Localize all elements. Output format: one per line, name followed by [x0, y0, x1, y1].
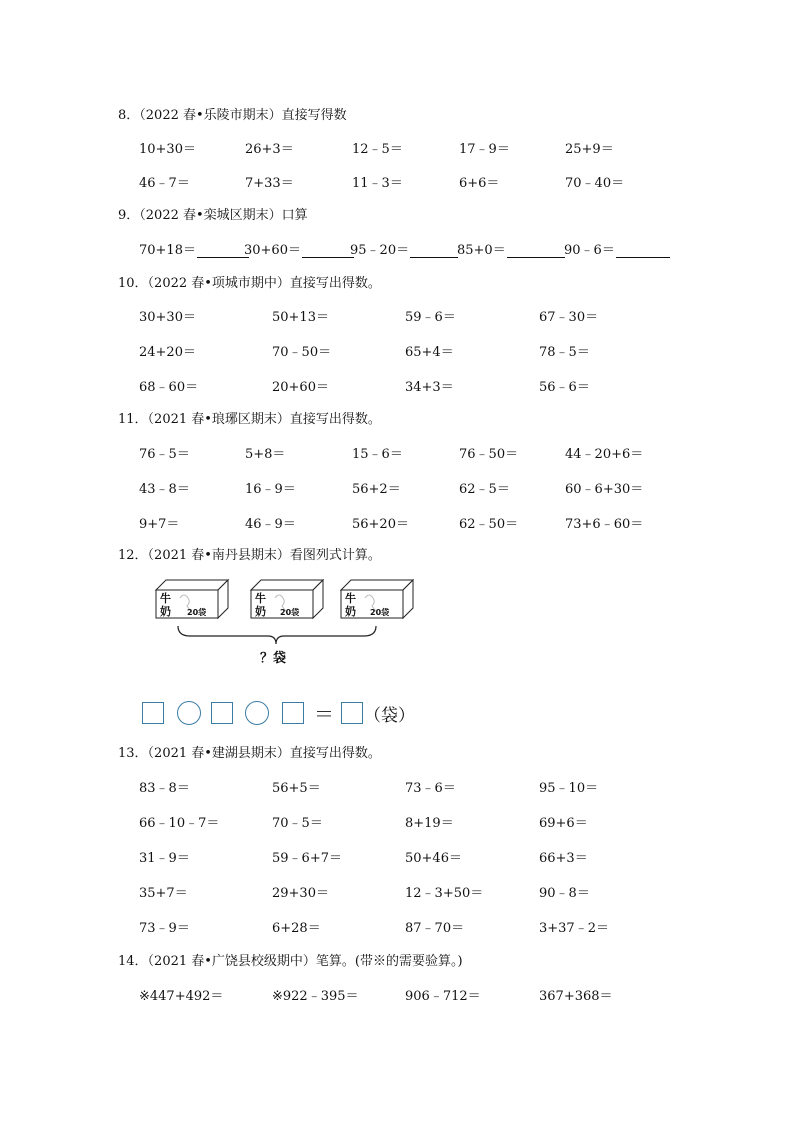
q13-item: 56+5＝ — [272, 781, 321, 796]
q8-item: 46﹣7＝ — [139, 176, 190, 191]
operator-circle[interactable] — [245, 701, 269, 725]
answer-blank[interactable] — [410, 244, 458, 258]
q11-item: 62﹣50＝ — [459, 517, 519, 532]
brace-question-label: ？袋 — [260, 651, 287, 666]
q11-item: 16﹣9＝ — [245, 482, 296, 497]
q9-item — [244, 239, 354, 258]
q14-item: ※447+492＝ — [139, 989, 224, 1004]
q8-item: 26+3＝ — [245, 142, 294, 157]
answer-box[interactable] — [211, 702, 233, 724]
question-11-title: 11．（2021 春•琅琊区期末）直接写出得数。 — [118, 412, 381, 427]
q13-item: 73﹣9＝ — [139, 921, 190, 936]
question-9-title: 9．（2022 春•栾城区期末）口算 — [118, 208, 308, 223]
q13-item: 59﹣6+7＝ — [272, 851, 342, 866]
q13-item: 90﹣8＝ — [539, 886, 590, 901]
q14-item: 906﹣712＝ — [405, 989, 481, 1004]
q11-item: 62﹣5＝ — [459, 482, 510, 497]
q13-item: 70﹣5＝ — [272, 816, 323, 831]
q10-item: 70﹣50＝ — [272, 345, 332, 360]
q13-item: 31﹣9＝ — [139, 851, 190, 866]
q14-row-1 — [0, 985, 793, 1003]
q13-row-3 — [0, 847, 793, 865]
q13-item: 29+30＝ — [272, 886, 329, 901]
q9-expr: 95﹣20＝ — [350, 243, 410, 258]
milk-label-top: 牛 — [160, 592, 171, 605]
answer-box[interactable] — [282, 702, 304, 724]
milk-label-top: 牛 — [345, 592, 356, 605]
q10-item: 30+30＝ — [139, 310, 196, 325]
q11-row-3 — [0, 513, 793, 531]
q13-row-2 — [0, 812, 793, 830]
q13-row-4 — [0, 882, 793, 900]
milk-count: 20袋 — [370, 608, 390, 617]
milk-count: 20袋 — [280, 608, 300, 617]
q11-row-2 — [0, 478, 793, 496]
answer-box[interactable] — [142, 702, 164, 724]
q13-item: 95﹣10＝ — [539, 781, 599, 796]
milk-boxes-illustration — [150, 570, 430, 670]
q11-item: 73+6﹣60＝ — [565, 517, 644, 532]
q10-item: 34+3＝ — [405, 380, 454, 395]
q9-item — [350, 239, 458, 258]
q8-item: 6+6＝ — [459, 176, 500, 191]
milk-label-bottom: 奶 — [345, 605, 356, 618]
q11-item: 56+2＝ — [352, 482, 401, 497]
q14-item: 367+368＝ — [539, 989, 613, 1004]
question-10-title: 10．（2022 春•项城市期中）直接写出得数。 — [118, 276, 381, 291]
q10-row-2 — [0, 341, 793, 359]
q9-item — [564, 239, 670, 258]
q8-item: 25+9＝ — [565, 142, 614, 157]
milk-count: 20袋 — [187, 608, 207, 617]
q13-item: 66﹣10﹣7＝ — [139, 816, 220, 831]
q13-item: 66+3＝ — [539, 851, 588, 866]
q13-item: 50+46＝ — [405, 851, 462, 866]
unit-label: （袋） — [364, 706, 415, 726]
q13-item: 6+28＝ — [272, 921, 321, 936]
brace-icon — [178, 626, 376, 644]
q11-item: 44﹣20+6＝ — [565, 447, 644, 462]
q13-item: 83﹣8＝ — [139, 781, 190, 796]
q10-item: 68﹣60＝ — [139, 380, 199, 395]
question-8-title: 8．（2022 春•乐陵市期末）直接写得数 — [118, 108, 347, 123]
q9-item — [139, 239, 249, 258]
q11-item: 46﹣9＝ — [245, 517, 296, 532]
q9-row — [0, 239, 793, 257]
q9-expr: 85+0＝ — [457, 243, 506, 258]
milk-label-bottom: 奶 — [255, 605, 266, 618]
q10-item: 50+13＝ — [272, 310, 329, 325]
q9-item — [457, 239, 565, 258]
q13-item: 73﹣6＝ — [405, 781, 456, 796]
q8-item: 70﹣40＝ — [565, 176, 625, 191]
q10-row-1 — [0, 306, 793, 324]
q8-item: 12﹣5＝ — [352, 142, 403, 157]
q13-item: 3+37﹣2＝ — [539, 921, 609, 936]
q13-item: 12﹣3+50＝ — [405, 886, 484, 901]
equals-sign: ＝ — [314, 702, 334, 726]
q13-item: 87﹣70＝ — [405, 921, 465, 936]
q9-expr: 90﹣6＝ — [564, 243, 615, 258]
q11-item: 76﹣5＝ — [139, 447, 190, 462]
q10-row-3 — [0, 376, 793, 394]
answer-box[interactable] — [341, 702, 363, 724]
q10-item: 65+4＝ — [405, 345, 454, 360]
q11-item: 56+20＝ — [352, 517, 409, 532]
q8-item: 11﹣3＝ — [352, 176, 403, 191]
q13-item: 8+19＝ — [405, 816, 454, 831]
q13-row-5 — [0, 917, 793, 935]
milk-label-top: 牛 — [255, 592, 266, 605]
q9-expr: 70+18＝ — [139, 243, 196, 258]
answer-blank[interactable] — [507, 244, 565, 258]
q11-item: 15﹣6＝ — [352, 447, 403, 462]
q10-item: 24+20＝ — [139, 345, 196, 360]
q13-item: 69+6＝ — [539, 816, 588, 831]
q8-row-1 — [0, 138, 793, 156]
answer-blank[interactable] — [616, 244, 670, 258]
question-12-title: 12．（2021 春•南丹县期末）看图列式计算。 — [118, 548, 381, 563]
q10-item: 59﹣6＝ — [405, 310, 456, 325]
operator-circle[interactable] — [177, 701, 201, 725]
q11-row-1 — [0, 443, 793, 461]
q11-item: 43﹣8＝ — [139, 482, 190, 497]
q9-expr: 30+60＝ — [244, 243, 301, 258]
milk-boxes-figure — [150, 570, 430, 674]
q10-item: 78﹣5＝ — [539, 345, 590, 360]
q11-item: 5+8＝ — [245, 447, 286, 462]
question-14-title: 14．（2021 春•广饶县校级期中）笔算。(带※的需要验算。) — [118, 954, 463, 969]
q10-item: 56﹣6＝ — [539, 380, 590, 395]
q10-item: 67﹣30＝ — [539, 310, 599, 325]
q8-item: 7+33＝ — [245, 176, 294, 191]
milk-label-bottom: 奶 — [160, 605, 171, 618]
answer-blank[interactable] — [302, 244, 354, 258]
q14-item: ※922﹣395＝ — [272, 989, 359, 1004]
q13-row-1 — [0, 777, 793, 795]
q11-item: 76﹣50＝ — [459, 447, 519, 462]
q13-item: 35+7＝ — [139, 886, 188, 901]
q10-item: 20+60＝ — [272, 380, 329, 395]
question-13-title: 13．（2021 春•建湖县期末）直接写出得数。 — [118, 746, 381, 761]
q8-row-2 — [0, 172, 793, 190]
answer-blank[interactable] — [197, 244, 249, 258]
q8-item: 17﹣9＝ — [459, 142, 510, 157]
q11-item: 9+7＝ — [139, 517, 180, 532]
q11-item: 60﹣6+30＝ — [565, 482, 644, 497]
q8-item: 10+30＝ — [139, 142, 196, 157]
